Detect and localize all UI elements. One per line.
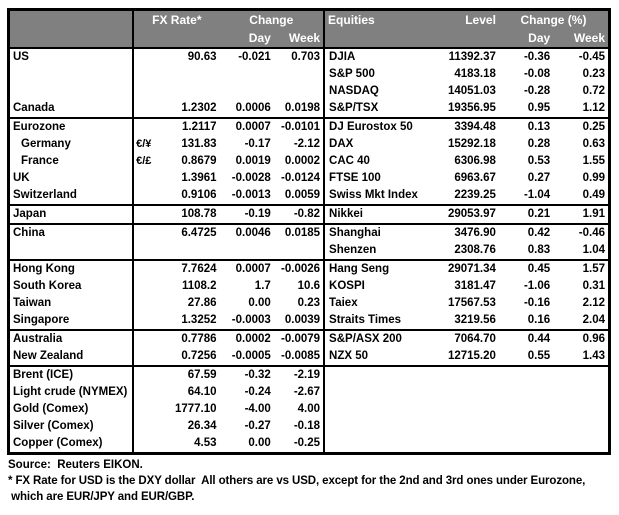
currency-pair: [133, 330, 155, 348]
currency-pair: [133, 224, 155, 242]
fx-rate-value: 4.53: [194, 437, 217, 449]
row-label: Brent (ICE): [9, 366, 134, 384]
currency-pair: [133, 66, 155, 83]
fx-change-day: -0.021: [220, 48, 274, 66]
currency-pair: €/£: [136, 155, 152, 167]
fx-rate-value: 0.7256: [181, 350, 217, 362]
table-row: [9, 295, 610, 312]
fx-change-day: -0.0028: [231, 172, 271, 184]
fx-rate-value: 1.3961: [181, 172, 217, 184]
header-eq-change: Change (%): [499, 10, 610, 31]
header-row-1: [9, 10, 610, 31]
equity-level: 2308.76: [454, 244, 496, 256]
table-row: [9, 83, 610, 100]
row-label: Japan: [9, 205, 134, 224]
equity-index-name: CAC 40: [329, 155, 370, 167]
fx-change-week: 0.0039: [274, 312, 324, 330]
source-line: Source: Reuters EIKON.: [8, 459, 143, 471]
currency-pair: [133, 170, 155, 187]
row-label: Gold (Comex): [9, 401, 134, 418]
equity-index-name: NASDAQ: [329, 85, 379, 97]
equity-level: 29071.34: [429, 260, 499, 278]
fx-change-week: -0.0101: [274, 118, 324, 136]
fx-change-week: -0.0026: [274, 260, 324, 278]
equity-level: 6963.67: [454, 172, 496, 184]
table-row: [9, 260, 610, 278]
fx-change-day: -0.17: [244, 138, 271, 150]
header-eq-day: Day: [499, 30, 553, 48]
table-row: [9, 224, 610, 242]
fx-rate-value: 64.10: [187, 386, 217, 398]
footnote-line-2: which are EUR/JPY and EUR/GBP.: [8, 491, 195, 503]
equity-index-name: Shenzen: [329, 244, 377, 256]
equity-level: 6306.98: [454, 155, 496, 167]
equity-change-day: 0.83: [527, 244, 551, 256]
row-label: Germany: [9, 136, 134, 153]
equity-change-week: 0.31: [582, 280, 605, 292]
table-row: [9, 66, 610, 83]
table-header: [9, 10, 610, 49]
fx-rate-value: 0.7786: [155, 330, 219, 348]
equity-change-day: -0.36: [499, 48, 553, 66]
equity-level: 7064.70: [429, 330, 499, 348]
table-row: [9, 205, 610, 224]
equity-index-name: Swiss Mkt Index: [329, 189, 418, 201]
currency-pair: [133, 187, 155, 205]
fx-change-day: -0.0003: [231, 314, 271, 326]
currency-pair: €/¥: [136, 138, 152, 150]
equity-change-week: 1.55: [582, 155, 605, 167]
currency-pair: [133, 435, 155, 454]
equity-index-name: KOSPI: [329, 280, 365, 292]
equity-change-week: 0.99: [582, 172, 605, 184]
equity-change-week: -0.46: [553, 224, 609, 242]
fx-change-day: -0.32: [220, 366, 274, 384]
equity-level: 17567.53: [447, 297, 496, 309]
equity-change-week: 0.49: [582, 189, 605, 201]
equity-change-week: 2.04: [582, 314, 605, 326]
table-row: [9, 366, 610, 384]
fx-change-week: 0.703: [274, 48, 324, 66]
equity-change-week: 2.12: [582, 297, 605, 309]
row-label: [9, 66, 134, 83]
equity-change-day: -1.06: [523, 280, 551, 292]
row-label: [9, 242, 134, 260]
fx-change-day: -0.27: [244, 420, 271, 432]
table-row: [9, 100, 610, 118]
row-label: New Zealand: [9, 348, 134, 366]
row-label: Silver (Comex): [9, 418, 134, 435]
fx-change-day: 0.0002: [220, 330, 274, 348]
fx-change-week: 0.0002: [274, 153, 324, 170]
currency-pair: [133, 278, 155, 295]
fx-change-week: 0.0198: [274, 100, 324, 118]
fx-rate-value: 26.34: [187, 420, 217, 432]
equity-level: 12715.20: [447, 350, 496, 362]
row-label: US: [9, 48, 134, 66]
fx-change-week: -2.12: [274, 136, 324, 153]
header-fx-change: Change: [220, 10, 325, 31]
equity-change-week: 1.12: [582, 102, 605, 114]
equity-change-week: 0.72: [582, 85, 605, 97]
equity-index-name: DJ Eurostox 50: [324, 118, 429, 136]
fx-change-day: [220, 66, 274, 83]
equity-change-day: -1.04: [523, 189, 551, 201]
fx-change-week: 0.0059: [274, 187, 324, 205]
header-fx-rate: FX Rate*: [133, 10, 219, 49]
equity-level: 11392.37: [429, 48, 499, 66]
row-label: Singapore: [9, 312, 134, 330]
equity-change-week: 0.23: [582, 68, 605, 80]
fx-rate-value: 1.3252: [181, 314, 217, 326]
fx-rate-value: 67.59: [155, 366, 219, 384]
equity-change-day: 0.27: [527, 172, 551, 184]
currency-pair: [133, 384, 155, 401]
row-label: China: [9, 224, 134, 242]
equity-index-name: Straits Times: [329, 314, 402, 326]
currency-pair: [133, 48, 155, 66]
currency-pair: [133, 205, 155, 224]
equity-change-day: 0.21: [499, 205, 553, 224]
fx-change-day: [220, 83, 274, 100]
equity-index-name: S&P/ASX 200: [324, 330, 429, 348]
fx-rate-value: [155, 66, 219, 83]
row-label: [9, 83, 134, 100]
row-label: Copper (Comex): [9, 435, 134, 454]
equity-change-week: 0.63: [582, 138, 605, 150]
fx-change-day: 1.7: [254, 280, 271, 292]
equity-change-day: 0.45: [499, 260, 553, 278]
fx-change-week: -0.18: [274, 418, 324, 435]
fx-change-week: -0.0124: [274, 170, 324, 187]
row-label: Hong Kong: [9, 260, 134, 278]
fx-change-week: [274, 66, 324, 83]
fx-change-week: -2.67: [274, 384, 324, 401]
fx-change-day: 0.0007: [220, 118, 274, 136]
fx-rate-value: 1.2302: [181, 102, 217, 114]
fx-rate-value: 108.78: [155, 205, 219, 224]
row-label: South Korea: [9, 278, 134, 295]
currency-pair: [133, 242, 155, 260]
fx-change-week: [274, 242, 324, 260]
fx-rate-value: 1777.10: [174, 403, 217, 415]
currency-pair: [133, 401, 155, 418]
equity-change-day: -0.28: [523, 85, 551, 97]
header-fx-day: Day: [220, 30, 274, 48]
fx-change-week: -0.0085: [274, 348, 324, 366]
equity-index-name: Nikkei: [324, 205, 429, 224]
header-equities: Equities: [324, 10, 429, 49]
equity-change-week: 1.43: [582, 350, 605, 362]
equity-change-day: -0.16: [523, 297, 551, 309]
equity-level: 3476.90: [429, 224, 499, 242]
currency-pair: [133, 418, 155, 435]
equity-change-week: -0.45: [553, 48, 609, 66]
equity-change-day: 0.53: [527, 155, 551, 167]
row-label: France: [9, 153, 134, 170]
equity-change-day: 0.44: [499, 330, 553, 348]
table-row: [9, 242, 610, 260]
fx-change-day: -4.00: [244, 403, 271, 415]
fx-change-week: 10.6: [274, 278, 324, 295]
fx-rate-value: 7.7624: [155, 260, 219, 278]
equity-change-day: 0.16: [527, 314, 551, 326]
equity-change-day: 0.55: [527, 350, 551, 362]
equity-index-name: Hang Seng: [324, 260, 429, 278]
equity-index-name: S&P 500: [329, 68, 375, 80]
equity-change-day: 0.28: [527, 138, 551, 150]
row-label: Light crude (NYMEX): [9, 384, 134, 401]
currency-pair: [133, 295, 155, 312]
table-row: [9, 312, 610, 330]
fx-change-day: -0.0005: [231, 350, 271, 362]
equity-change-day: 0.42: [499, 224, 553, 242]
fx-change-day: 0.00: [248, 297, 271, 309]
fx-rate-value: [155, 83, 219, 100]
table-body: [9, 48, 610, 454]
equity-change-week: 1.04: [582, 244, 605, 256]
equity-level: 14051.03: [447, 85, 496, 97]
currency-pair: [133, 260, 155, 278]
equity-change-week: 0.96: [553, 330, 609, 348]
equity-level: 3219.56: [454, 314, 496, 326]
row-label: Switzerland: [9, 187, 134, 205]
fx-change-day: 0.0007: [220, 260, 274, 278]
equity-change-day: 0.13: [499, 118, 553, 136]
header-eq-week: Week: [553, 30, 609, 48]
fx-change-week: -0.0079: [274, 330, 324, 348]
equity-change-week: 1.57: [553, 260, 609, 278]
fx-change-week: -0.82: [274, 205, 324, 224]
equity-level: 15292.18: [447, 138, 496, 150]
row-label: Canada: [9, 100, 134, 118]
fx-change-week: 0.0185: [274, 224, 324, 242]
equity-level: 3394.48: [429, 118, 499, 136]
row-label: Australia: [9, 330, 134, 348]
fx-change-day: 0.0046: [220, 224, 274, 242]
table-row: [9, 330, 610, 348]
fx-change-day: 0.00: [248, 437, 271, 449]
table-row: [9, 348, 610, 366]
equity-change-day: 0.95: [527, 102, 551, 114]
fx-change-day: -0.24: [244, 386, 271, 398]
fx-rate-value: 1108.2: [181, 280, 217, 292]
header-level: Level: [429, 10, 499, 49]
fx-rate-value: 1.2117: [155, 118, 219, 136]
row-label: Eurozone: [9, 118, 134, 136]
equity-index-name: FTSE 100: [329, 172, 381, 184]
fx-change-week: 4.00: [274, 401, 324, 418]
currency-pair: [133, 83, 155, 100]
fx-rate-value: 27.86: [187, 297, 217, 309]
fx-change-day: -0.19: [220, 205, 274, 224]
fx-change-day: -0.0013: [231, 189, 271, 201]
row-label: Taiwan: [9, 295, 134, 312]
equity-change-week: 1.91: [553, 205, 609, 224]
fx-change-day: 0.0019: [235, 155, 271, 167]
equity-index-name: NZX 50: [329, 350, 369, 362]
equities-empty-cell: [324, 366, 609, 454]
header-fx-week: Week: [274, 30, 324, 48]
table-row: [9, 187, 610, 205]
market-data-table: [7, 8, 611, 455]
equity-index-name: Shanghai: [324, 224, 429, 242]
equity-level: 19356.95: [447, 102, 496, 114]
table-row: [9, 278, 610, 295]
table-row: [9, 118, 610, 136]
equity-level: 29053.97: [429, 205, 499, 224]
header-empty-cell: [9, 10, 134, 49]
fx-change-week: -0.25: [274, 435, 324, 454]
fx-change-week: 0.23: [274, 295, 324, 312]
equity-change-day: -0.08: [523, 68, 551, 80]
equity-index-name: DAX: [329, 138, 354, 150]
fx-rate-value: 90.63: [155, 48, 219, 66]
currency-pair: [133, 118, 155, 136]
fx-change-week: -2.19: [274, 366, 324, 384]
table-row: [9, 48, 610, 66]
currency-pair: [133, 348, 155, 366]
equity-level: 3181.47: [454, 280, 496, 292]
equity-level: 2239.25: [454, 189, 496, 201]
fx-rate-value: [155, 242, 219, 260]
currency-pair: [133, 312, 155, 330]
fx-change-day: [220, 242, 274, 260]
fx-change-week: [274, 83, 324, 100]
equity-index-name: S&P/TSX: [329, 102, 379, 114]
fx-rate-value: 0.9106: [181, 189, 217, 201]
fx-change-day: 0.0006: [235, 102, 271, 114]
currency-pair: [133, 366, 155, 384]
fx-rate-value: 131.83: [181, 138, 217, 150]
equity-change-week: 0.25: [553, 118, 609, 136]
row-label: UK: [9, 170, 134, 187]
equity-index-name: DJIA: [324, 48, 429, 66]
currency-pair: [133, 100, 155, 118]
fx-rate-value: 0.8679: [181, 155, 217, 167]
equity-index-name: Taiex: [329, 297, 358, 309]
fx-rate-value: 6.4725: [155, 224, 219, 242]
footnote-line-1: * FX Rate for USD is the DXY dollar All others are vs USD, except for the 2nd and 3rd ones under Eurozone,: [8, 475, 586, 487]
table-row: [9, 170, 610, 187]
table-row: [9, 153, 610, 170]
table-row: [9, 136, 610, 153]
equity-level: 4183.18: [454, 68, 496, 80]
